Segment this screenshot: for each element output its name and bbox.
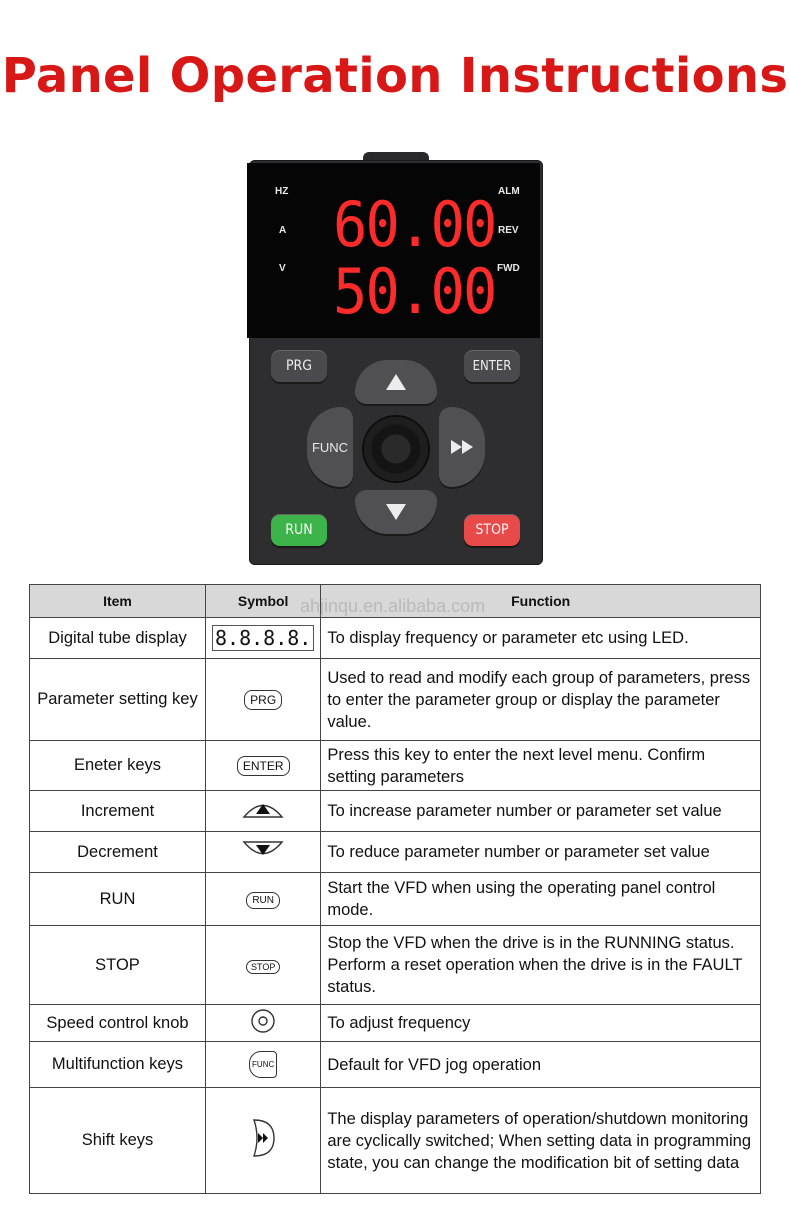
row-function: The display parameters of operation/shutdown monitoring are cyclically switched; When setting data in programming state, you can change the modification bit of setting data xyxy=(321,1088,761,1194)
row-function: Used to read and modify each group of parameters, press to enter the parameter group or display the parameter value. xyxy=(321,659,761,741)
row-item: Decrement xyxy=(30,832,206,873)
table-row xyxy=(30,1088,761,1194)
table-row xyxy=(30,618,761,659)
indicator-v: V xyxy=(279,263,286,274)
row-function: To reduce parameter number or parameter set value xyxy=(321,832,761,873)
header-item: Item xyxy=(30,585,206,618)
row-function: To display frequency or parameter etc using LED. xyxy=(321,618,761,659)
up-arrow-icon xyxy=(384,372,408,392)
table-row xyxy=(30,926,761,1005)
row-item: Parameter setting key xyxy=(30,659,206,741)
display-bottom-value: 50.00 xyxy=(333,255,496,328)
down-arrow-icon xyxy=(384,502,408,522)
prg-button[interactable]: PRG xyxy=(271,350,327,382)
digital-tube-symbol: 8.8.8.8. xyxy=(212,625,314,651)
instructions-table xyxy=(29,584,761,1194)
row-item: STOP xyxy=(30,926,206,1005)
stop-button[interactable]: STOP xyxy=(464,514,520,546)
row-function: Start the VFD when using the operating panel control mode. xyxy=(321,873,761,926)
shift-icon xyxy=(449,438,475,456)
stop-symbol: STOP xyxy=(246,960,280,974)
row-item: Shift keys xyxy=(30,1088,206,1194)
header-function: Function xyxy=(321,585,761,618)
row-item: Eneter keys xyxy=(30,741,206,791)
down-arrow-icon xyxy=(241,839,285,861)
indicator-a: A xyxy=(279,225,287,236)
enter-button[interactable]: ENTER xyxy=(464,350,520,382)
header-symbol: Symbol xyxy=(206,585,321,618)
indicator-fwd: FWD xyxy=(497,263,520,274)
up-arrow-icon xyxy=(241,798,285,820)
row-function: To adjust frequency xyxy=(321,1005,761,1042)
page-title: Panel Operation Instructions xyxy=(1,48,789,104)
row-item: Multifunction keys xyxy=(30,1042,206,1088)
run-symbol: RUN xyxy=(246,892,280,909)
func-symbol: FUNC xyxy=(249,1051,277,1078)
row-function: Default for VFD jog operation xyxy=(321,1042,761,1088)
table-row xyxy=(30,741,761,791)
display-top-value: 60.00 xyxy=(333,188,496,261)
increment-button[interactable] xyxy=(355,360,437,404)
speed-control-knob[interactable] xyxy=(364,417,428,481)
row-function: To increase parameter number or parameter set value xyxy=(321,791,761,832)
table-row xyxy=(30,832,761,873)
indicator-rev: REV xyxy=(498,225,519,236)
row-item: Digital tube display xyxy=(30,618,206,659)
indicator-hz: HZ xyxy=(275,186,289,197)
table-row xyxy=(30,1005,761,1042)
table-row xyxy=(30,873,761,926)
enter-symbol: ENTER xyxy=(237,756,290,776)
table-row xyxy=(30,1042,761,1088)
watermark: ahjinqu.en.alibaba.com xyxy=(300,596,486,616)
row-item: Speed control knob xyxy=(30,1005,206,1042)
row-item: Increment xyxy=(30,791,206,832)
func-button[interactable]: FUNC xyxy=(307,407,353,487)
shift-icon xyxy=(250,1118,276,1158)
row-item: RUN xyxy=(30,873,206,926)
row-function: Stop the VFD when the drive is in the RUNNING status. Perform a reset operation when the drive is in the FAULT status. xyxy=(321,926,761,1005)
table-row xyxy=(30,791,761,832)
table-row xyxy=(30,659,761,741)
row-function: Press this key to enter the next level menu. Confirm setting parameters xyxy=(321,741,761,791)
run-button[interactable]: RUN xyxy=(271,514,327,546)
prg-symbol: PRG xyxy=(244,690,282,710)
indicator-alm: ALM xyxy=(498,186,520,197)
knob-icon xyxy=(250,1008,276,1034)
